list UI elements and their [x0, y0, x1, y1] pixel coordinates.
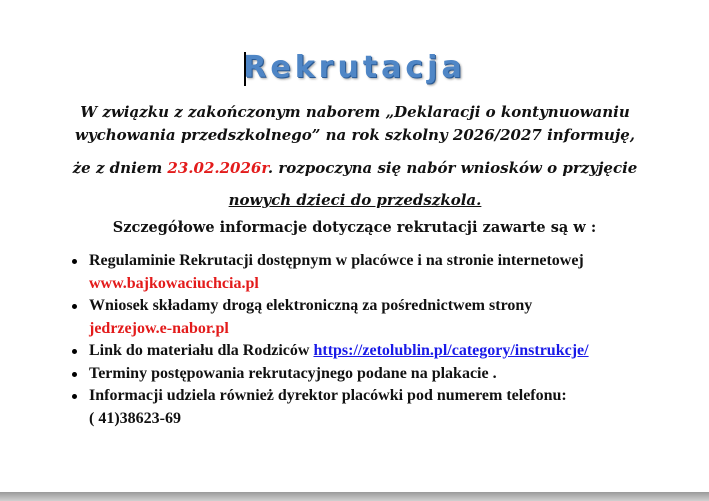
bullet-icon — [72, 372, 77, 377]
list-item-text: Link do materiału dla Rodziców — [89, 342, 314, 359]
instructions-link[interactable]: https://zetolublin.pl/category/instrukcje/ — [313, 342, 589, 359]
details-heading: Szczegółowe informacje dotyczące rekrutacji zawarte są w : — [112, 219, 597, 236]
intro-line-3-start: że z dniem — [72, 159, 168, 177]
bullet-icon — [72, 304, 77, 309]
list-item — [72, 385, 692, 430]
enrollment-link[interactable]: jedrzejow.e-nabor.pl — [89, 319, 229, 337]
intro-line-4: nowych dzieci do przedszkola. — [228, 191, 482, 209]
list-item-text: Terminy postępowania rekrutacyjnego podane na plakacie . — [89, 364, 497, 382]
intro-line-2: wychowania przedszkolnego” na rok szkolny 2026/2027 informuję, — [74, 126, 636, 144]
intro-line-3 — [60, 157, 650, 179]
list-item-text: Informacji udziela również dyrektor placówki pod numerem telefonu: — [89, 387, 567, 404]
bullet-icon — [72, 349, 77, 354]
list-item-text: Wniosek składamy drogą elektroniczną za pośrednictwem strony — [89, 297, 533, 314]
list-item — [72, 295, 692, 340]
page-title: Rekrutacja — [243, 50, 466, 85]
page-bottom-shadow — [0, 492, 709, 501]
bullet-icon — [72, 394, 77, 399]
list-item-text: Regulaminie Rekrutacji dostępnym w placówce i na stronie internetowej — [89, 252, 584, 269]
list-item — [72, 340, 692, 363]
website-link[interactable]: www.bajkowaciuchcia.pl — [89, 274, 259, 292]
phone-number: ( 41)38623-69 — [89, 409, 181, 427]
list-item — [72, 250, 692, 295]
intro-line-3-end: . rozpoczyna się nabór wniosków o przyjęcie — [267, 159, 638, 177]
info-list — [72, 250, 692, 430]
start-date: 23.02.2026r — [167, 159, 268, 177]
intro-line-1: W związku z zakończonym naborem „Deklaracji o kontynuowaniu — [80, 103, 630, 121]
list-item — [72, 363, 692, 386]
bullet-icon — [72, 259, 77, 264]
